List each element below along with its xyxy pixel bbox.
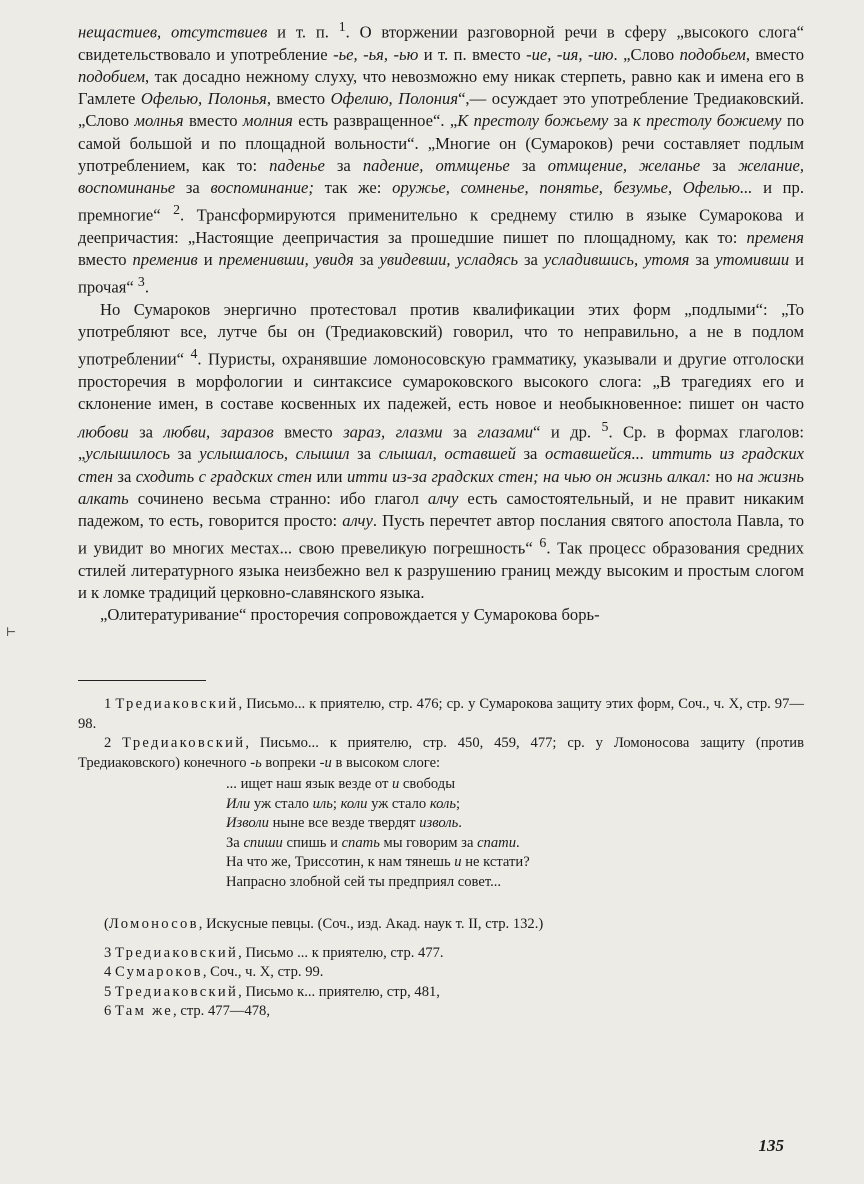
author-name: Там же bbox=[114, 1003, 174, 1020]
footnote-2: 2 Тредиаковский, Письмо... к приятелю, стр. 450, 459, 477; ср. у Ломоносова защиту (против Тредиаковского) конечного -ь вопреки -и в высоком слоге: bbox=[78, 735, 804, 771]
italic-run: коли bbox=[340, 795, 368, 812]
italic-run: -ие, -ия, -ию bbox=[526, 44, 614, 64]
author-name: Тредиаковский bbox=[114, 945, 239, 962]
italic-run: пременив bbox=[132, 250, 198, 270]
author-name: Тредиаковский bbox=[115, 696, 239, 713]
italic-run: Офелью, Полонья bbox=[140, 89, 267, 109]
italic-run: итти из-за градских стен; на чью он жизнь алкал: bbox=[346, 466, 711, 486]
poem-line: За спиши спишь и спать мы говорим за спати. bbox=[226, 834, 520, 851]
italic-run: изволь bbox=[419, 815, 459, 832]
footnotes bbox=[78, 695, 804, 1021]
italic-run: и bbox=[391, 776, 400, 793]
italic-run: глазами bbox=[477, 422, 534, 442]
italic-run: -ье, -ья, -ью bbox=[333, 44, 419, 64]
italic-run: падение, отмщенье bbox=[362, 155, 510, 175]
poem-line: ... ищет наш язык везде от и свободы bbox=[226, 776, 456, 793]
italic-run: алчу bbox=[427, 488, 459, 508]
main-text bbox=[78, 16, 804, 626]
footnote-divider bbox=[78, 680, 206, 681]
italic-run: оставшейся... иттить из градских стен bbox=[78, 444, 805, 486]
italic-run: сходить с градских стен bbox=[135, 466, 313, 486]
italic-run: любви, заразов bbox=[163, 422, 274, 442]
footnote-ref: 6 bbox=[539, 535, 547, 551]
footnote-ref: 1 bbox=[338, 19, 346, 34]
italic-run: отмщение, желанье bbox=[547, 155, 701, 175]
margin-mark: ⊢ bbox=[6, 625, 17, 639]
footnote-ref: 2 bbox=[173, 202, 181, 218]
italic-run: увидевши, усладясь bbox=[379, 250, 518, 270]
footnote-1: 1 Тредиаковский, Письмо... к приятелю, стр. 476; ср. у Сумарокова защиту этих форм, Соч., ч. X, стр. 97—98. bbox=[78, 696, 804, 732]
italic-run: спиши bbox=[243, 834, 283, 851]
italic-run: услышалось, слышил bbox=[199, 444, 350, 464]
italic-run: молния bbox=[242, 111, 293, 131]
poem-quote bbox=[226, 775, 804, 893]
footnote-5: 5 Тредиаковский, Письмо к... приятелю, стр, 481, bbox=[104, 983, 440, 1000]
poem-citation: (Ломоносов, Искусные певцы. (Соч., изд. Акад. наук т. II, стр. 132.) bbox=[104, 915, 544, 932]
author-name: Ломоносов bbox=[108, 915, 199, 932]
author-name: Тредиаковский bbox=[114, 983, 239, 1000]
paragraph-2: Но Сумароков энергично протестовал против квалификации этих форм „подлыми“: „То употребляют все, лутче бы он (Тредиаковский) говорил, что то неправильно, а не в подлом употреблении“ $^4$. Пуристы, охранявшие ломоносовскую грамматику, указывали и другие отголоски просторечия в морфологии и синтаксисе сумароковского высокого слога: „В трагедиях его и склонение имен, в составе косвенных их падежей, есть новое и необыкновенное: пишет он часто любови за любви, заразов вместо зараз, глазми за глазами“ и др. $^5$. Ср. в формах глаголов: „услышилось за услышалось, слышил за слышал, оставшей за оставшейся... иттить из градских стен за сходить с градских стен или итти из-за градских стен; на чью он жизнь алкал: но на жизнь алкать сочинено весьма странно: ибо глагол алчу есть самостоятельный, и не правит никаким падежом, то есть, говорится просто: алчу. Пусть перечтет автор послания святого апостола Павла, то и увидит во многих местах... свою превеликую погрешность“ $^6$. Так процесс образования средних стилей литературного языка неизбежно вел к разрушению границ между высоким и простым слогом и к ломке традиций церковно-славянского языка. bbox=[78, 300, 805, 603]
italic-run: слышал, оставшей bbox=[378, 444, 516, 464]
footnote-ref: 3 bbox=[137, 274, 145, 290]
paragraph-1: нещастиев, отсутствиев и т. п. $^1$. О вторжении разговорной речи в сферу „высокого слога“ свидетельствовало и употребление -ье, -ья, -ью и т. п. вместо -ие, -ия, -ию. „Слово подобьем, вместо подобием, так досадно нежному слуху, что невозможно ему никак стерпеть, равно как и имена его в Гамлете Офелью, Полонья, вместо Офелию, Полония“,— осуждает это употребление Тредиаковский. „Слово молнья вместо молния есть развращенное“. „К престолу божьему за к престолу божиему по самой большой и по площадной вольности“. „Многие он (Сумароков) речи составляет подлым употреблением, как то: паденье за падение, отмщенье за отмщение, желанье за желание, воспоминанье за воспоминание; так же: оружье, сомненье, понятье, безумье, Офелью... и пр. премногие“ $^2$. Трансформируются применительно к среднему стилю в языке Сумарокова и деепричастия: „Настоящие деепричастия за прошедшие пишет по площадному, как то: пременя вместо пременив и пременивши, увидя за увидевши, усладясь за усладившись, утомя за утомивши и прочая“ $^3$. bbox=[78, 19, 805, 297]
italic-run: желание, воспоминанье bbox=[78, 155, 805, 197]
poem-line: Или уж стало иль; коли уж стало коль; bbox=[226, 795, 461, 812]
footnote-3: 3 Тредиаковский, Письмо ... к приятелю, стр. 477. bbox=[104, 945, 444, 962]
footnote-6: 6 Там же, стр. 477—478, bbox=[104, 1003, 270, 1020]
italic-run: услышилось bbox=[85, 444, 171, 464]
italic-run: К престолу божьему bbox=[457, 111, 609, 131]
italic-run: -и bbox=[319, 754, 332, 771]
italic-run: подобием bbox=[78, 66, 146, 86]
italic-run: усладившись, утомя bbox=[543, 250, 690, 270]
author-name: Тредиаковский bbox=[122, 735, 246, 752]
italic-run: спати bbox=[477, 834, 516, 851]
italic-run: Офелию, Полония bbox=[330, 89, 459, 109]
italic-run: и bbox=[454, 854, 462, 871]
italic-run: пременивши, увидя bbox=[218, 250, 354, 270]
italic-run: -ь bbox=[250, 754, 262, 771]
italic-run: Или bbox=[226, 795, 251, 812]
poem-line: Напрасно злобной сей ты предприял совет... bbox=[226, 874, 502, 891]
italic-run: зараз, глазми bbox=[343, 422, 443, 442]
italic-run: утомивши bbox=[715, 250, 790, 270]
italic-run: воспоминание; bbox=[210, 177, 314, 197]
italic-run: молнья bbox=[134, 111, 184, 131]
italic-run: коль bbox=[429, 795, 457, 812]
italic-run: алчу bbox=[342, 510, 373, 530]
italic-run: спать bbox=[341, 834, 380, 851]
author-name: Сумароков bbox=[114, 964, 203, 981]
italic-run: Изволи bbox=[226, 815, 269, 832]
italic-run: нещастиев, отсутствиев bbox=[78, 22, 268, 42]
italic-run: любови bbox=[78, 422, 129, 442]
italic-run: на жизнь алкать bbox=[78, 466, 804, 508]
italic-run: иль bbox=[312, 795, 333, 812]
footnote-ref: 5 bbox=[601, 418, 609, 434]
paragraph-3: „Олитературивание“ просторечия сопровождается у Сумарокова борь- bbox=[100, 605, 600, 625]
poem-line: Изволи ныне все везде твердят изволь. bbox=[226, 815, 462, 832]
italic-run: подобьем bbox=[679, 44, 746, 64]
poem-line: На что же, Триссотин, к нам тянешь и не кстати? bbox=[226, 854, 530, 871]
footnote-ref: 4 bbox=[190, 346, 198, 362]
italic-run: оружье, сомненье, понятье, безумье, Офелью... bbox=[392, 177, 753, 197]
italic-run: к престолу божиему bbox=[632, 111, 782, 131]
footnote-4: 4 Сумароков, Соч., ч. X, стр. 99. bbox=[104, 964, 324, 981]
page-number: 135 bbox=[758, 1136, 784, 1155]
italic-run: пременя bbox=[746, 227, 804, 247]
italic-run: паденье bbox=[269, 155, 325, 175]
